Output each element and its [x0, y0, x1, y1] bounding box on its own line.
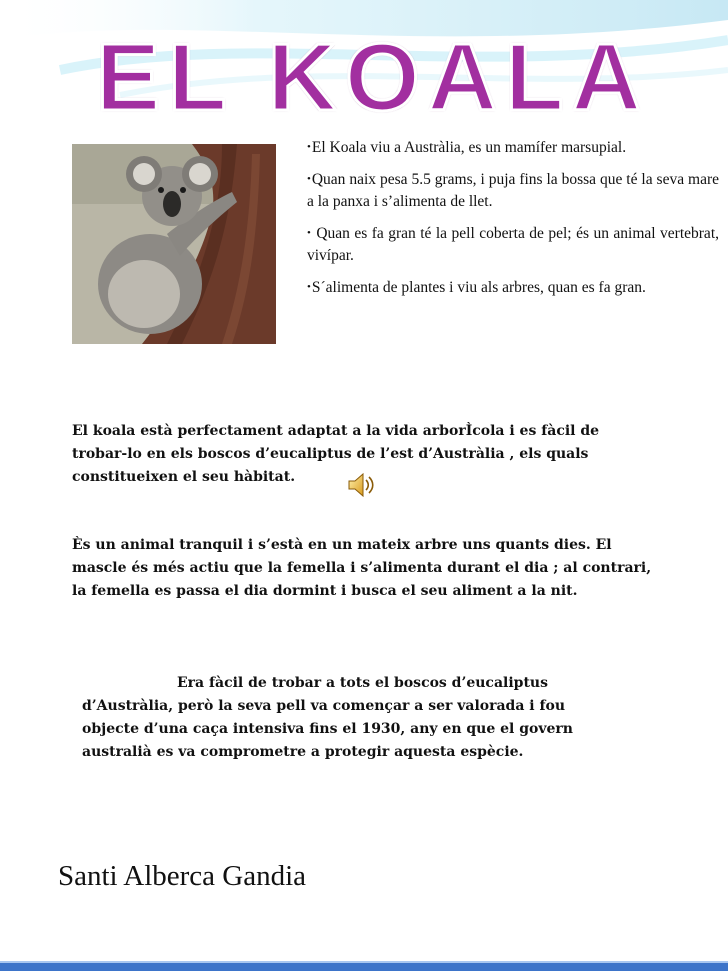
bullet-dot: •: [307, 281, 311, 293]
bottom-decoration-bar: [0, 961, 728, 971]
bullet-item: [307, 222, 719, 267]
speaker-icon[interactable]: [346, 471, 376, 499]
paragraph-history-text: Era fàcil de trobar a tots el boscos d’eucaliptus d’Austràlia, però la seva pell va començar a ser valorada i fou objecte d’una caça intensiva fins el 1930, any en que el govern australià es va comprometre a protegir aquesta espècie.: [82, 675, 573, 760]
page-title: EL KOALA: [96, 24, 649, 131]
bullet-list: [307, 136, 719, 308]
paragraph-habitat: El koala està perfectament adaptat a la vida arborÌcola i es fàcil de trobar-lo en els boscos d’eucaliptus de l’est d’Austràlia , els quals constitueixen el seu hàbitat.: [72, 423, 600, 485]
author-name: Santi Alberca Gandia: [58, 860, 307, 892]
bullet-dot: •: [307, 141, 311, 153]
bullet-dot: •: [307, 173, 311, 185]
paragraph-behaviour: Ès un animal tranquil i s’està en un mateix arbre uns quants dies. El mascle és més actiu que la femella i s’alimenta durant el dia ; al contrari, la femella es passa el dia dormint i busca el seu aliment a la nit.: [72, 537, 652, 599]
bullet-item: [307, 168, 719, 213]
bullet-text: Quan es fa gran té la pell coberta de pel; és un animal vertebrat, vivípar.: [307, 225, 719, 264]
paragraph-history: [82, 672, 622, 764]
bullet-dot: •: [307, 227, 311, 239]
koala-photo: [72, 144, 276, 344]
bullet-text: El Koala viu a Austràlia, es un mamífer marsupial.: [311, 139, 627, 156]
bullet-item: [307, 276, 719, 299]
koala-photo-graphic: [72, 144, 276, 344]
bullet-item: [307, 136, 719, 159]
bullet-text: S´alimenta de plantes i viu als arbres, quan es fa gran.: [311, 279, 646, 296]
bullet-text: Quan naix pesa 5.5 grams, i puja fins la bossa que té la seva mare a la panxa i s’alimenta de llet.: [307, 171, 719, 210]
